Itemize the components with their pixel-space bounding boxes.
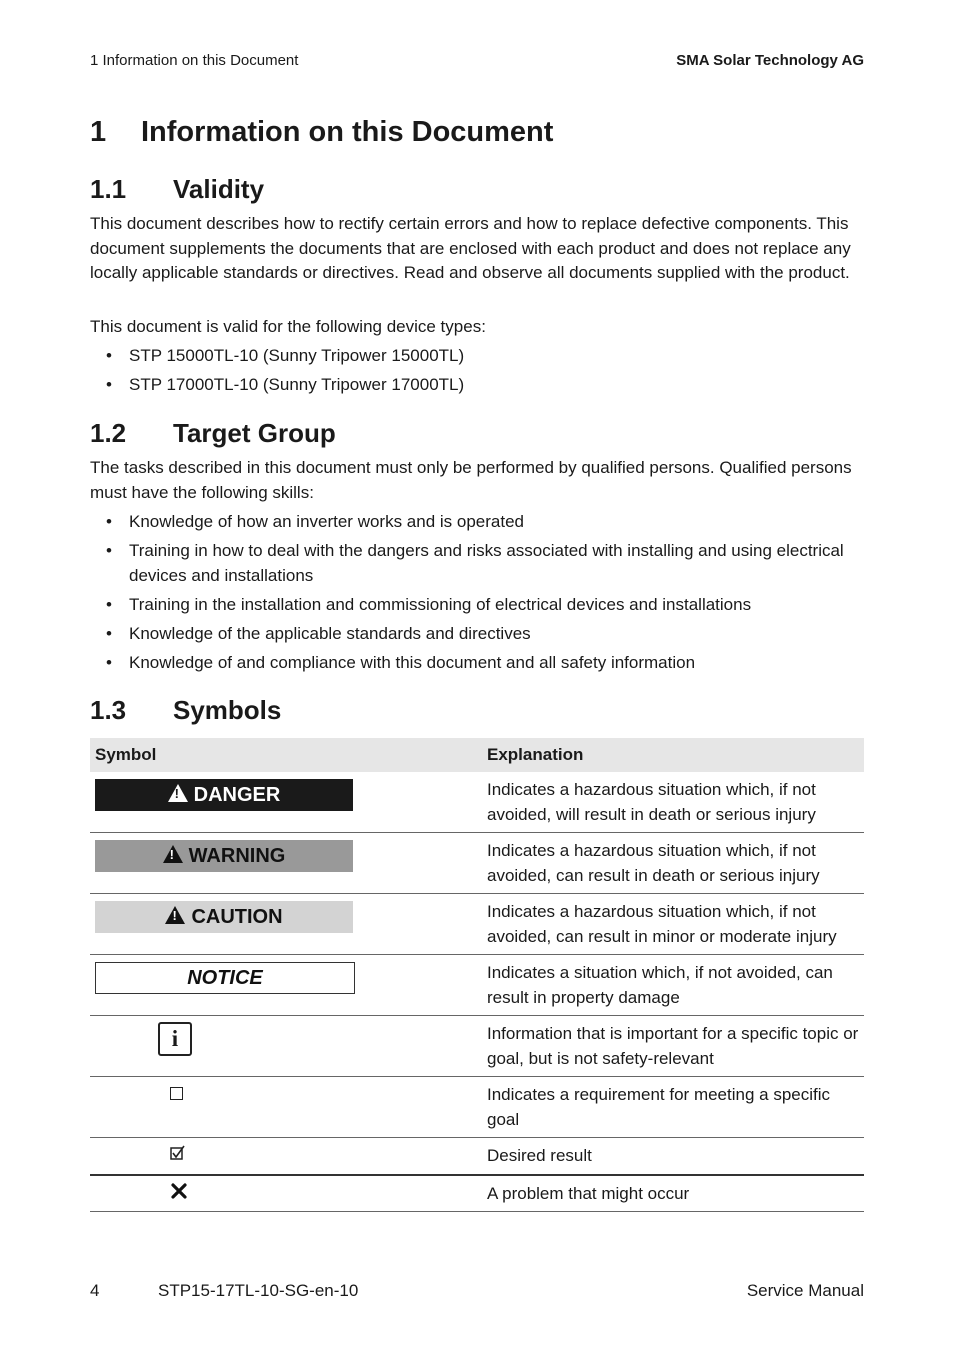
- list-item: • STP 15000TL-10 (Sunny Tripower 15000TL): [90, 344, 864, 369]
- symbol-cell: [90, 1016, 482, 1077]
- info-icon: i: [158, 1022, 192, 1056]
- symbol-cell: [90, 833, 482, 894]
- symbol-cell: [90, 772, 482, 833]
- badge-label: WARNING: [188, 845, 286, 867]
- badge-label: CAUTION: [191, 906, 283, 928]
- table-row: [90, 1016, 864, 1077]
- document-id: STP15-17TL-10-SG-en-10: [158, 1281, 359, 1300]
- badge-label: DANGER: [193, 784, 281, 806]
- table-row: [90, 833, 864, 894]
- explanation-cell: A problem that might occur: [482, 1175, 864, 1212]
- symbol-cell: [90, 894, 482, 955]
- list-item: • Training in the installation and commissioning of electrical devices and installations: [90, 593, 864, 618]
- symbols-table: [90, 738, 864, 1212]
- table-row: [90, 1138, 864, 1175]
- table-row: [90, 955, 864, 1016]
- danger-badge: [95, 779, 353, 811]
- checkbox-checked-icon: [170, 1145, 186, 1166]
- table-row: [90, 772, 864, 833]
- table-row: [90, 1077, 864, 1138]
- list-item: • Knowledge of the applicable standards and directives: [90, 622, 864, 647]
- symbol-cell: [90, 1077, 482, 1138]
- section-heading-symbols: [90, 695, 281, 726]
- table-row: [90, 1175, 864, 1212]
- section-title: Target Group: [173, 418, 336, 448]
- explanation-cell: Indicates a hazardous situation which, if not avoided, can result in death or serious injury: [482, 833, 864, 894]
- device-type-list: [90, 344, 864, 398]
- cross-icon: [171, 1183, 187, 1204]
- table-header-row: [90, 738, 864, 772]
- validity-device-intro: This document is valid for the following device types:: [90, 317, 486, 336]
- explanation-cell: Indicates a requirement for meeting a specific goal: [482, 1077, 864, 1138]
- list-item: • STP 17000TL-10 (Sunny Tripower 17000TL): [90, 373, 864, 398]
- explanation-cell: Indicates a situation which, if not avoided, can result in property damage: [482, 955, 864, 1016]
- explanation-cell: Information that is important for a specific topic or goal, but is not safety-relevant: [482, 1016, 864, 1077]
- list-item: • Training in how to deal with the dangers and risks associated with installing and using electrical devices and installations: [90, 539, 864, 588]
- section-title: Symbols: [173, 695, 282, 725]
- explanation-cell: Indicates a hazardous situation which, if not avoided, can result in minor or moderate injury: [482, 894, 864, 955]
- symbol-cell: [90, 1175, 482, 1212]
- validity-paragraph: This document describes how to rectify certain errors and how to replace defective components. This document supplements the documents that are enclosed with each product and does not replace any locally applicable standards or directives. Read and observe all documents supplied with the product.: [90, 214, 851, 282]
- caution-badge: [95, 901, 353, 933]
- header-section-title: 1 Information on this Document: [90, 52, 299, 69]
- list-item: • Knowledge of how an inverter works and is operated: [90, 510, 864, 535]
- column-header-explanation: Explanation: [482, 738, 864, 772]
- warning-triangle-icon: !: [163, 845, 183, 863]
- section-heading-target-group: [90, 418, 336, 449]
- warning-badge: [95, 840, 353, 872]
- explanation-cell: Indicates a hazardous situation which, if not avoided, will result in death or serious injury: [482, 772, 864, 833]
- section-number: 1.3: [90, 695, 127, 725]
- chapter-title: Information on this Document: [141, 116, 554, 148]
- explanation-cell: Desired result: [482, 1138, 864, 1175]
- column-header-symbol: Symbol: [90, 738, 482, 772]
- warning-triangle-icon: !: [168, 784, 188, 802]
- manual-type: Service Manual: [746, 1281, 864, 1300]
- symbol-cell: [90, 955, 482, 1016]
- section-number: 1.2: [90, 418, 127, 448]
- chapter-number: 1: [90, 116, 107, 148]
- section-number: 1.1: [90, 174, 127, 204]
- table-row: [90, 894, 864, 955]
- target-group-paragraph: The tasks described in this document must only be performed by qualified persons. Qualified persons must have the following skills:: [90, 458, 852, 502]
- list-item: • Knowledge of and compliance with this document and all safety information: [90, 651, 864, 676]
- chapter-heading: [90, 116, 553, 149]
- notice-badge: NOTICE: [95, 962, 355, 994]
- page-number: 4: [90, 1281, 100, 1300]
- skills-list: [90, 510, 864, 676]
- header-company: SMA Solar Technology AG: [676, 52, 864, 69]
- checkbox-empty-icon: [170, 1087, 183, 1100]
- warning-triangle-icon: !: [165, 906, 185, 924]
- section-title: Validity: [173, 174, 265, 204]
- section-heading-validity: [90, 174, 264, 205]
- symbol-cell: [90, 1138, 482, 1175]
